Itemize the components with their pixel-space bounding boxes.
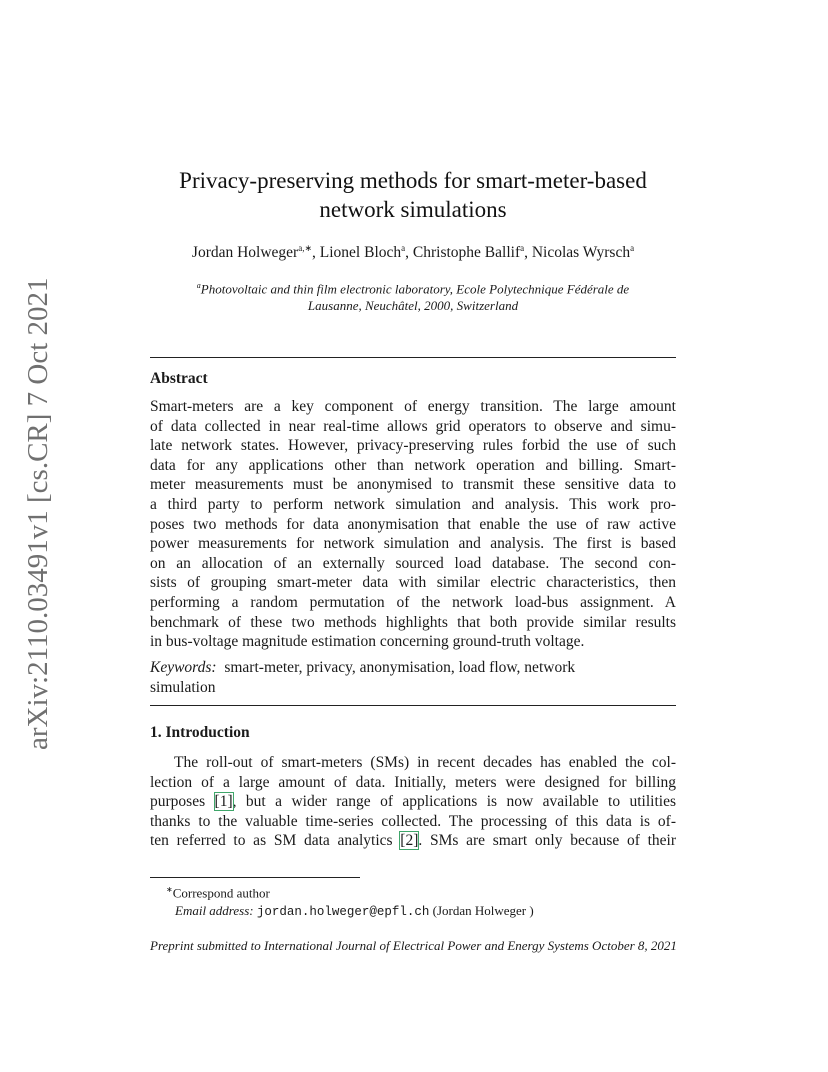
intro-text: ten referred to as SM data analytics <box>150 832 401 850</box>
email-address[interactable]: jordan.holweger@epfl.ch <box>256 905 430 920</box>
abstract-bottom-rule <box>150 705 676 706</box>
abstract-line: in bus-voltage magnitude estimation concerning ground-truth voltage. <box>150 633 585 651</box>
abstract-line: late network states. However, privacy-preserving rules forbid the use of such <box>150 437 676 455</box>
abstract-line: power measurements for network simulation and analysis. The first is based <box>150 535 676 553</box>
author-affil-mark: a <box>630 243 635 253</box>
preprint-notice: Preprint submitted to International Journal of Electrical Power and Energy Systems October 8, 2021 <box>150 938 677 953</box>
abstract-body <box>150 397 676 652</box>
author-list: Jordan Holweger$^{a,∗}$, Lionel Bloch$^a$, Christophe Ballif$^a$, Nicolas Wyrsch$^a$ <box>191 243 635 262</box>
paper-title <box>150 166 676 224</box>
footnote-rule <box>150 877 360 878</box>
abstract-top-rule <box>150 357 676 358</box>
author-name: Lionel Bloch <box>319 244 402 262</box>
intro-line: lection of a large amount of data. Initially, meters were designed for billing <box>150 773 676 791</box>
section-heading-introduction: 1. Introduction <box>150 724 250 741</box>
keywords-text: simulation <box>150 678 216 696</box>
abstract-line: benchmark of these two methods highlights that both provide similar results <box>150 613 676 631</box>
intro-text: . SMs are smart only because of their <box>418 832 677 850</box>
introduction-body <box>150 753 676 851</box>
abstract-line: a third party to perform network simulation and analysis. This work pro- <box>150 495 676 513</box>
abstract-line: Smart-meters are a key component of energy transition. The large amount <box>150 398 676 415</box>
keywords-label: Keywords: <box>150 659 217 676</box>
citation-link[interactable]: [1] <box>214 793 233 811</box>
footnote <box>166 881 534 921</box>
intro-line: The roll-out of smart-meters (SMs) in recent decades has enabled the col- <box>174 754 676 771</box>
arxiv-identifier: arXiv:2110.03491v1 [cs.CR] 7 Oct 2021 <box>22 277 54 750</box>
email-label: Email address: <box>175 903 254 919</box>
abstract-line: on an allocation of an externally sourced load database. The second con- <box>150 554 676 572</box>
abstract-line: sists of grouping smart-meter data with similar electric characteristics, then <box>150 574 676 592</box>
email-owner: (Jordan Holweger ) <box>432 903 534 919</box>
abstract-line: data for any applications other than network operation and billing. Smart- <box>150 456 676 474</box>
abstract-heading: Abstract <box>150 370 208 387</box>
footnote-mark: ∗ <box>166 885 173 894</box>
intro-line: thanks to the valuable time-series collected. The processing of this data is of- <box>150 812 676 830</box>
author-name: Nicolas Wyrsch <box>531 244 631 262</box>
affiliation-line: Lausanne, Neuchâtel, 2000, Switzerland <box>307 298 519 314</box>
abstract-line: performing a random permutation of the network load-bus assignment. A <box>150 593 676 611</box>
title-line: Privacy-preserving methods for smart-meter-based <box>179 168 647 193</box>
keywords <box>150 658 676 697</box>
citation-link[interactable]: [2] <box>400 832 419 850</box>
author-affil-mark: a <box>401 243 406 253</box>
abstract-line: poses two methods for data anonymisation that enable the use of raw active <box>150 515 676 533</box>
intro-text: purposes <box>150 793 215 811</box>
keywords-text: smart-meter, privacy, anonymisation, load flow, network <box>224 659 576 676</box>
affiliation-mark: a <box>196 281 201 290</box>
title-line: network simulations <box>319 197 507 222</box>
author-affil-mark: a,∗ <box>298 243 313 253</box>
author-name: Jordan Holweger <box>191 244 299 262</box>
footnote-text: Correspond author <box>172 885 270 901</box>
affiliation-line: Photovoltaic and thin film electronic laboratory, Ecole Polytechnique Fédérale de <box>200 281 630 297</box>
abstract-line: of data collected in near real-time allows grid operators to observe and simu- <box>150 417 676 435</box>
abstract-line: meter measurements must be anonymised to transmit these sensitive data to <box>150 476 676 494</box>
intro-text: , but a wider range of applications is now available to utilities <box>232 793 677 811</box>
affiliation <box>150 277 676 314</box>
author-affil-mark: a <box>520 243 525 253</box>
author-name: Christophe Ballif <box>412 244 521 262</box>
